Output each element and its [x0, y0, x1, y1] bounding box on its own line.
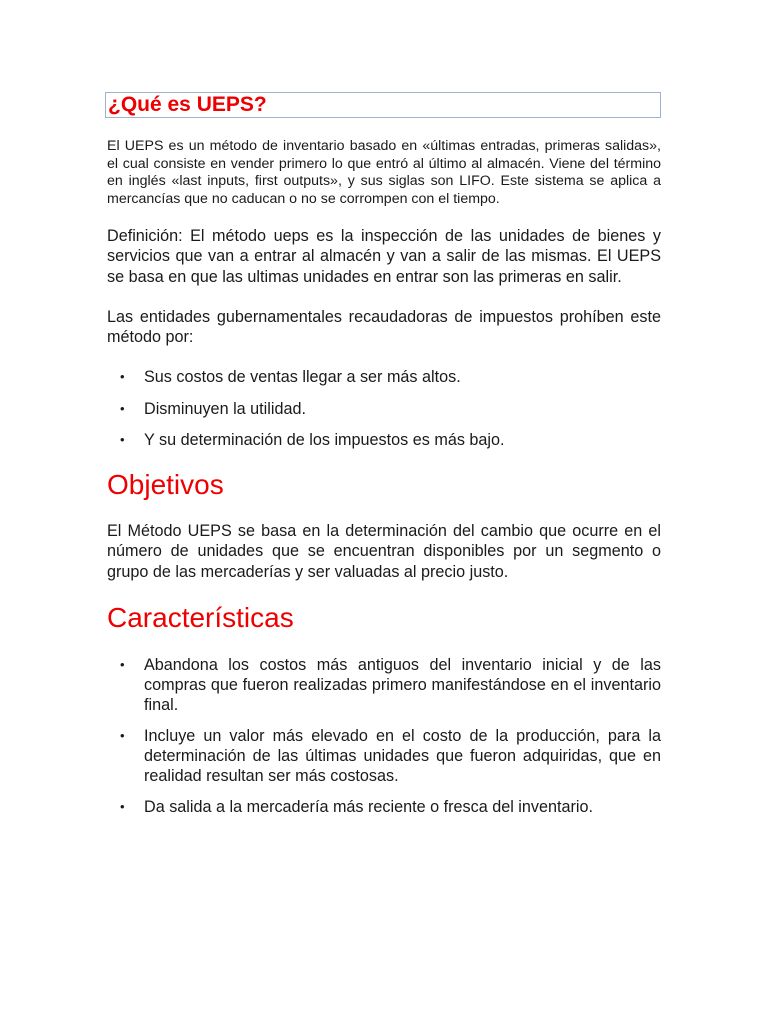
list-item: [107, 797, 661, 817]
list-item-text: Abandona los costos más antiguos del inventario inicial y de las compras que fueron realizadas primero manifestándose en el inventario final.: [144, 656, 661, 714]
list-item: [107, 399, 661, 431]
characteristics-heading: Características: [107, 602, 294, 633]
objectives-paragraph: El Método UEPS se basa en la determinación del cambio que ocurre en el número de unidades que se encuentran disponibles por un segmento o grupo de las mercaderías y ser valuadas al precio justo.: [107, 522, 661, 581]
title-box: [105, 92, 661, 118]
objectives-heading: Objetivos: [107, 469, 224, 500]
list-item: [107, 367, 661, 399]
page-title: ¿Qué es UEPS?: [108, 93, 267, 116]
list-item: [107, 726, 661, 786]
bullet-icon: •: [120, 657, 125, 672]
prohibition-paragraph: Las entidades gubernamentales recaudadoras de impuestos prohíben este método por:: [107, 308, 661, 347]
bullet-icon: •: [120, 728, 125, 743]
bullet-icon: •: [120, 799, 125, 814]
intro-paragraph: El UEPS es un método de inventario basado en «últimas entradas, primeras salidas», el cual consiste en vender primero lo que entró al último al almacén. Viene del término en inglés «last inputs, first outputs», y sus siglas son LIFO. Este sistema se aplica a mercancías que no caducan o no se corrompen con el tiempo.: [107, 138, 661, 207]
list-item: [107, 430, 661, 462]
list-item-text: Da salida a la mercadería más reciente o fresca del inventario.: [144, 798, 593, 816]
bullet-icon: •: [120, 369, 125, 384]
definition-paragraph: Definición: El método ueps es la inspección de las unidades de bienes y servicios que van a entrar al almacén y van a salir de las mismas. El UEPS se basa en que las ultimas unidades en entrar son las primeras en salir.: [107, 227, 661, 286]
list-item-text: Sus costos de ventas llegar a ser más altos.: [144, 368, 461, 386]
bullet-icon: •: [120, 400, 125, 416]
characteristics-list: [107, 655, 661, 828]
list-item-text: Disminuyen la utilidad.: [144, 399, 306, 418]
bullet-icon: •: [120, 432, 125, 447]
list-item-text: Y su determinación de los impuestos es más bajo.: [144, 431, 505, 449]
list-item: [107, 655, 661, 715]
list-item-text: Incluye un valor más elevado en el costo de la producción, para la determinación de las últimas unidades que fueron adquiridas, que en realidad resultan ser más costosas.: [144, 727, 661, 785]
reasons-list: [107, 367, 661, 462]
